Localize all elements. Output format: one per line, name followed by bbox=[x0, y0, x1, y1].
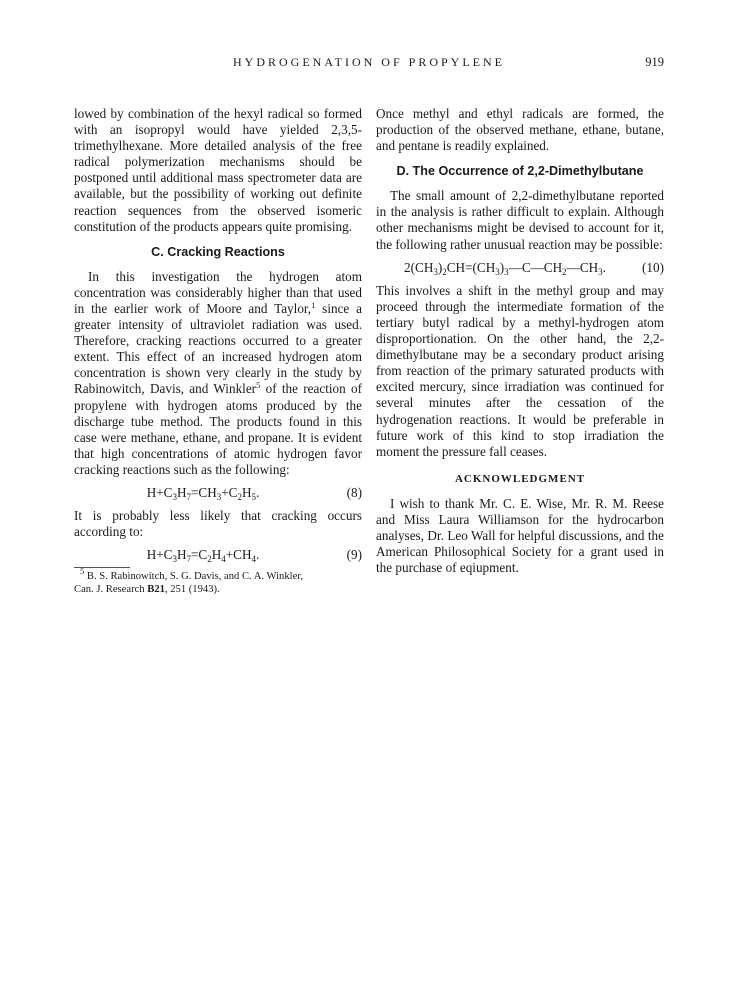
paragraph-less-likely: It is probably less likely that cracking occurs according to: bbox=[74, 508, 362, 540]
paragraph-cracking bbox=[74, 269, 362, 478]
paragraph-dimethylbutane: The small amount of 2,2-dimethylbutane reported in the analysis is rather difficult to explain. Although other mechanisms might be devised to account for it, the following rather unusual reaction may be possible: bbox=[376, 188, 664, 252]
running-head: HYDROGENATION OF PROPYLENE bbox=[232, 55, 505, 69]
footnote-mark: 5 bbox=[80, 566, 85, 577]
footnote bbox=[74, 566, 362, 596]
left-column bbox=[74, 106, 362, 596]
footnote-rest: , 251 (1943). bbox=[164, 583, 220, 595]
section-heading-dimethylbutane: D. The Occurrence of 2,2-Dimethylbutane bbox=[396, 164, 644, 179]
right-column bbox=[376, 106, 664, 576]
equation-number: (8) bbox=[346, 484, 362, 500]
footnote-line bbox=[74, 566, 362, 584]
equation-formula: $H+C_3H_7=CH_3+C_2H_5$. bbox=[146, 484, 260, 502]
footnote-journal: Can. J. Research bbox=[74, 583, 148, 595]
equation-number: (9) bbox=[346, 547, 362, 563]
acknowledgment-text: I wish to thank Mr. C. E. Wise, Mr. R. M. Reese and Miss Laura Williamson for the hydrocarbon analyses, Dr. Leo Wall for helpful discussions, and the American Philosophical Society for a grant used in the purchase of eqiupment. bbox=[376, 495, 664, 576]
page-header bbox=[74, 55, 664, 75]
acknowledgment-heading: ACKNOWLEDGMENT bbox=[454, 472, 586, 485]
equation-10 bbox=[376, 260, 664, 276]
page-number: 919 bbox=[645, 55, 664, 69]
equation-9 bbox=[74, 547, 362, 563]
paragraph-radicals: Once methyl and ethyl radicals are formed, the production of the observed methane, ethane, butane, and pentane is readily explained. bbox=[376, 106, 664, 154]
paragraph-methyl-shift: This involves a shift in the methyl group and may proceed through the intermediate formation of the tertiary butyl radical by a methyl-hydrogen atom disproportionation. On the other hand, the 2,2-dimethylbutane may be a secondary product arising from reaction of the primary saturated products with excited mercury, since irradiation was continued for several minutes after the cessation of the hydrogenation reactions. It would be preferable in future work of this kind to stop irradiation the moment the pressure fall ceases. bbox=[376, 282, 664, 459]
section-heading-cracking: C. Cracking Reactions bbox=[151, 244, 285, 259]
equation-8 bbox=[74, 485, 362, 501]
text-segment: since a greater intensity of ultraviolet radiation was used. Therefore, cracking reactions occurred to a greater extent. This effect of an increased hydrogen atom concentration is shown very clearly in the study by Rabinowitch, Davis, and Winkler bbox=[74, 300, 362, 397]
equation-formula: $H+C_3H_7=C_2H_4+CH_4$. bbox=[146, 547, 260, 565]
footnote-volume: B21 bbox=[147, 583, 165, 595]
footnote-line bbox=[74, 584, 362, 597]
paragraph-continued: lowed by combination of the hexyl radical so formed with an isopropyl would have yielded 2,3,5-trimethylhexane. More detailed analysis of the free radical polymerization mechanisms should be postponed until additional mass spectrometer data are available, but the possibility of working out definite reaction sequences from the observed isomeric constitution of the products appears quite promising. bbox=[74, 106, 362, 234]
equation-formula: $2(CH_3)_2CH=(CH_3)_3—C—CH_2—CH_3$. bbox=[404, 259, 606, 277]
text-segment: In this investigation the hydrogen atom concentration was considerably higher than that used in the earlier work of Moore and Taylor, bbox=[74, 268, 362, 316]
reference-mark: 5 bbox=[256, 380, 261, 391]
footnote-text: B. S. Rabinowitch, S. G. Davis, and C. A. Winkler, bbox=[84, 571, 304, 583]
text-segment: of the reaction of propylene with hydrogen atoms produced by the discharge tube method. The products found in this case were methane, ethane, and propane. It is evident that high concentrations of atomic hydrogen favor cracking reactions such as the following: bbox=[74, 381, 362, 477]
reference-mark: 1 bbox=[311, 299, 316, 310]
equation-number: (10) bbox=[642, 259, 664, 275]
